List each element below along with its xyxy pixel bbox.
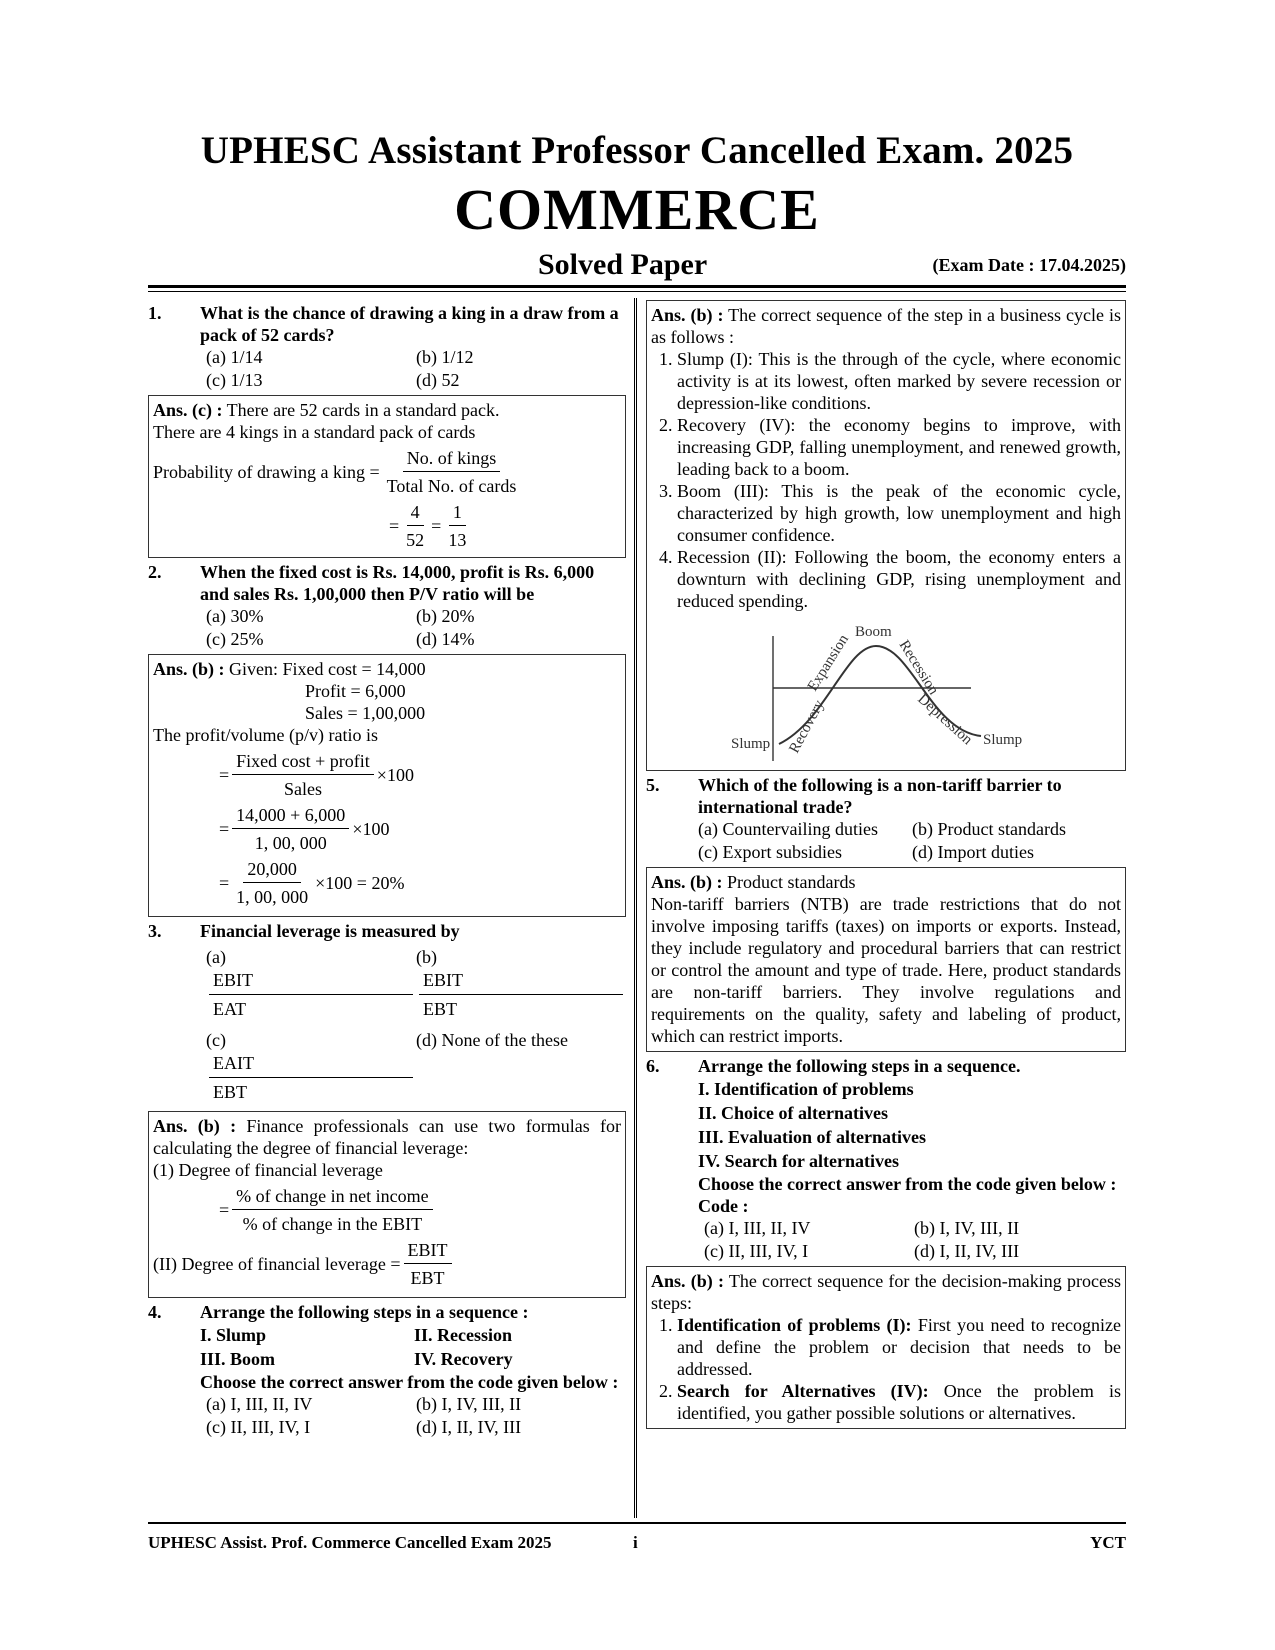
footer-rule	[148, 1522, 1126, 1524]
fraction	[402, 501, 428, 551]
solved-paper-label: Solved Paper	[538, 248, 708, 281]
option-label: (c)	[206, 1030, 226, 1050]
pv-formula-3	[153, 858, 621, 908]
option-label: (d) None of the these	[416, 1030, 568, 1050]
dfl-formula-1	[153, 1185, 621, 1235]
option-d: (d) 14%	[416, 629, 475, 649]
depression-label: Depression	[914, 691, 976, 749]
choose-instruction: Choose the correct answer from the code given below :	[200, 1372, 619, 1392]
step-items	[646, 1077, 1126, 1173]
options	[148, 1393, 626, 1439]
option-a	[206, 946, 416, 1021]
fraction	[419, 969, 623, 1021]
decision-points	[651, 1314, 1121, 1424]
header-rule-thin	[148, 291, 1126, 292]
option-d: (d) Import duties	[912, 842, 1034, 862]
denominator: EAT	[213, 999, 246, 1019]
question-3	[148, 920, 626, 942]
cycle-point: 1. Slump (I): This is the through of the cycle, where economic activity is at its lowest, often marked by severe recession or depression-like conditions.	[677, 348, 1121, 414]
fraction	[232, 858, 312, 908]
numerator: EBIT	[209, 969, 413, 995]
publisher: YCT	[1090, 1533, 1126, 1552]
question-4	[148, 1301, 626, 1323]
denominator: EBT	[423, 999, 457, 1019]
option-a: (a) I, III, II, IV	[704, 1218, 811, 1238]
denominator: EBT	[410, 1268, 445, 1288]
question-text: Arrange the following steps in a sequence.	[698, 1056, 1021, 1076]
ratio-text: The profit/volume (p/v) ratio is	[153, 725, 378, 745]
sales-line: Sales = 1,00,000	[305, 703, 426, 723]
dfl-formula-2	[153, 1239, 621, 1289]
fraction	[444, 501, 470, 551]
column-divider	[634, 298, 639, 1518]
option-b	[416, 946, 626, 1021]
numerator: EBIT	[404, 1239, 452, 1264]
question-number: 5.	[646, 775, 660, 795]
probability-formula	[153, 447, 621, 497]
answer-label: Ans. (b) :	[651, 1271, 724, 1291]
point-text: Once the problem is identified, you gather possible solutions or alternatives.	[677, 1381, 1121, 1423]
code-label: Code :	[698, 1196, 749, 1216]
multiplier: ×100	[376, 765, 414, 785]
step-item: III. Boom	[200, 1349, 276, 1369]
option-a: (a) I, III, II, IV	[206, 1394, 313, 1414]
answer-text: The correct sequence of the step in a business cycle is as follows :	[651, 305, 1122, 347]
profit-line: Profit = 6,000	[305, 681, 406, 701]
denominator: Sales	[283, 779, 322, 799]
left-column	[148, 300, 626, 1439]
option-c: (c) 25%	[206, 629, 264, 649]
answer-box-5	[646, 867, 1126, 1052]
answer-text: The correct sequence for the decision-making process steps:	[651, 1271, 1121, 1313]
denominator: Total No. of cards	[386, 476, 517, 496]
boom-label: Boom	[855, 624, 892, 640]
numerator: Fixed cost + profit	[232, 750, 374, 775]
question-number: 6.	[646, 1056, 660, 1076]
equals-sign: =	[219, 819, 230, 839]
answer-text: There are 4 kings in a standard pack of cards	[153, 422, 476, 442]
option-label: (b)	[416, 947, 437, 967]
answer-box-3	[148, 1111, 626, 1298]
option-d: (d) I, II, IV, III	[416, 1417, 522, 1437]
equals-sign: =	[431, 516, 442, 536]
choose-instruction: Choose the correct answer from the code given below :	[698, 1174, 1117, 1194]
denominator: 13	[448, 530, 467, 550]
step-item: II. Choice of alternatives	[698, 1103, 888, 1123]
answer-label: Ans. (b) :	[651, 305, 724, 325]
numerator: No. of kings	[403, 447, 501, 472]
denominator: 52	[406, 530, 425, 550]
option-c	[206, 1029, 416, 1104]
page	[148, 0, 1126, 1650]
exam-date: (Exam Date : 17.04.2025)	[932, 255, 1126, 275]
question-text: What is the chance of drawing a king in a draw from a pack of 52 cards?	[200, 303, 619, 345]
numerator: 1	[449, 501, 466, 526]
answer-label: Ans. (b) :	[153, 1116, 237, 1136]
options	[148, 605, 626, 651]
question-number: 4.	[148, 1302, 162, 1322]
pv-formula-1	[153, 750, 621, 800]
question-6	[646, 1055, 1126, 1077]
option-c: (c) 1/13	[206, 370, 263, 390]
option-a: (a) 30%	[206, 606, 264, 626]
fraction	[404, 1239, 452, 1289]
numerator: EBIT	[419, 969, 623, 995]
decision-point	[677, 1380, 1121, 1424]
step-item: II. Recession	[414, 1325, 512, 1345]
header-rule-thick	[148, 285, 1126, 288]
options	[646, 818, 1126, 864]
recovery-label: Recovery	[786, 697, 828, 756]
fraction	[232, 1185, 432, 1235]
question-2	[148, 561, 626, 605]
step-item: I. Identification of problems	[698, 1079, 914, 1099]
option-b: (b) Product standards	[912, 819, 1066, 839]
answer-label: Ans. (b) :	[153, 659, 225, 679]
equals-sign: =	[219, 873, 230, 893]
numerator: 4	[407, 501, 424, 526]
question-number: 3.	[148, 921, 162, 941]
pv-formula-2	[153, 804, 621, 854]
option-b: (b) I, IV, III, II	[416, 1394, 522, 1414]
question-number: 2.	[148, 562, 162, 582]
option-label: (a)	[206, 947, 226, 967]
point-head: Search for Alternatives (IV):	[677, 1381, 929, 1401]
fraction	[232, 750, 374, 800]
option-a: (a) Countervailing duties	[698, 819, 878, 839]
answer-text: Given: Fixed cost = 14,000	[224, 659, 426, 679]
step-items	[148, 1323, 626, 1371]
cycle-point: 4. Recession (II): Following the boom, the economy enters a downturn with declining GDP, rising unemployment and reduced spending.	[677, 546, 1121, 612]
business-cycle-diagram	[731, 616, 1041, 766]
option-d: (d) 52	[416, 370, 460, 390]
cycle-points	[651, 348, 1121, 612]
option-c: (c) II, III, IV, I	[704, 1241, 809, 1261]
numerator: 14,000 + 6,000	[232, 804, 349, 829]
dfl-label-1: (1) Degree of financial leverage	[153, 1160, 383, 1180]
answer-text: Non-tariff barriers (NTB) are trade restrictions that do not involve imposing tariffs (taxes) on imports or exports. Instead, they include regulatory and procedural barriers that can restrict or control the amount and type of trade. Here, product standards are non-tariff barriers. They involve regulations and requirements on the quality, safety and labeling of product, which can restrict imports.	[651, 894, 1121, 1046]
expansion-label: Expansion	[804, 631, 852, 695]
page-number: i	[633, 1533, 638, 1552]
denominator: 1, 00, 000	[236, 887, 309, 907]
step-item: III. Evaluation of alternatives	[698, 1127, 927, 1147]
denominator: % of change in the EBIT	[242, 1214, 423, 1234]
option-a: (a) 1/14	[206, 347, 263, 367]
point-head: Identification of problems (I):	[677, 1315, 912, 1335]
option-b: (b) I, IV, III, II	[914, 1218, 1020, 1238]
equals-sign: =	[219, 1200, 230, 1220]
step-item: I. Slump	[200, 1325, 267, 1345]
cycle-point: 2. Recovery (IV): the economy begins to improve, with increasing GDP, falling unemployment, and renewed growth, leading back to a boom.	[677, 414, 1121, 480]
subject-title: COMMERCE	[454, 177, 820, 242]
answer-box-2	[148, 654, 626, 917]
result: ×100 = 20%	[315, 873, 405, 893]
cycle-point: 3. Boom (III): This is the peak of the economic cycle, characterized by high growth, low unemployment and high consumer confidence.	[677, 480, 1121, 546]
option-c: (c) Export subsidies	[698, 842, 842, 862]
question-5	[646, 774, 1126, 818]
fraction	[383, 447, 521, 497]
question-text: Arrange the following steps in a sequence :	[200, 1302, 529, 1322]
recession-label: Recession	[895, 637, 942, 698]
equals-sign: =	[219, 765, 230, 785]
dfl-label-2: (II) Degree of financial leverage =	[153, 1254, 401, 1274]
denominator: EBT	[213, 1082, 247, 1102]
answer-box-1	[148, 395, 626, 558]
decision-point	[677, 1314, 1121, 1380]
numerator: % of change in net income	[232, 1185, 432, 1210]
step-item: IV. Search for alternatives	[698, 1151, 899, 1171]
question-text: Financial leverage is measured by	[200, 921, 460, 941]
equals-sign: =	[389, 516, 400, 536]
answer-text: There are 52 cards in a standard pack.	[222, 400, 500, 420]
multiplier: ×100	[352, 819, 390, 839]
footer-title: UPHESC Assist. Prof. Commerce Cancelled Exam 2025	[148, 1533, 552, 1552]
options	[148, 346, 626, 392]
options	[646, 1217, 1126, 1263]
answer-label: Ans. (b) :	[651, 872, 723, 892]
fraction	[209, 1052, 413, 1104]
option-d	[416, 1029, 626, 1104]
formula-label: Probability of drawing a king =	[153, 462, 380, 482]
option-b: (b) 20%	[416, 606, 475, 626]
option-d: (d) I, II, IV, III	[914, 1241, 1020, 1261]
fraction	[232, 804, 349, 854]
question-1	[148, 302, 626, 346]
option-c: (c) II, III, IV, I	[206, 1417, 311, 1437]
fraction	[209, 969, 413, 1021]
numerator: EAIT	[209, 1052, 413, 1078]
question-text: Which of the following is a non-tariff barrier to international trade?	[698, 775, 1062, 817]
denominator: 1, 00, 000	[254, 833, 327, 853]
question-text: When the fixed cost is Rs. 14,000, profit is Rs. 6,000 and sales Rs. 1,00,000 then P/V ratio will be	[200, 562, 595, 604]
answer-label: Ans. (c) :	[153, 400, 223, 420]
answer-box-4	[646, 300, 1126, 771]
step-item: IV. Recovery	[414, 1349, 513, 1369]
numerator: 20,000	[243, 858, 301, 883]
probability-result	[153, 501, 621, 551]
option-b: (b) 1/12	[416, 347, 474, 367]
question-number: 1.	[148, 303, 162, 323]
answer-text: Finance professionals can use two formulas for calculating the degree of financial leverage:	[153, 1116, 621, 1158]
exam-title: UPHESC Assistant Professor Cancelled Exam. 2025	[200, 129, 1074, 172]
slump-right-label: Slump	[983, 732, 1023, 748]
answer-box-6	[646, 1266, 1126, 1429]
answer-head: Product standards	[722, 872, 856, 892]
options	[148, 942, 626, 1108]
right-column	[646, 300, 1126, 1432]
slump-left-label: Slump	[731, 736, 771, 752]
point-text: First you need to recognize and define the problem or decision that needs to be addressed.	[677, 1315, 1121, 1379]
